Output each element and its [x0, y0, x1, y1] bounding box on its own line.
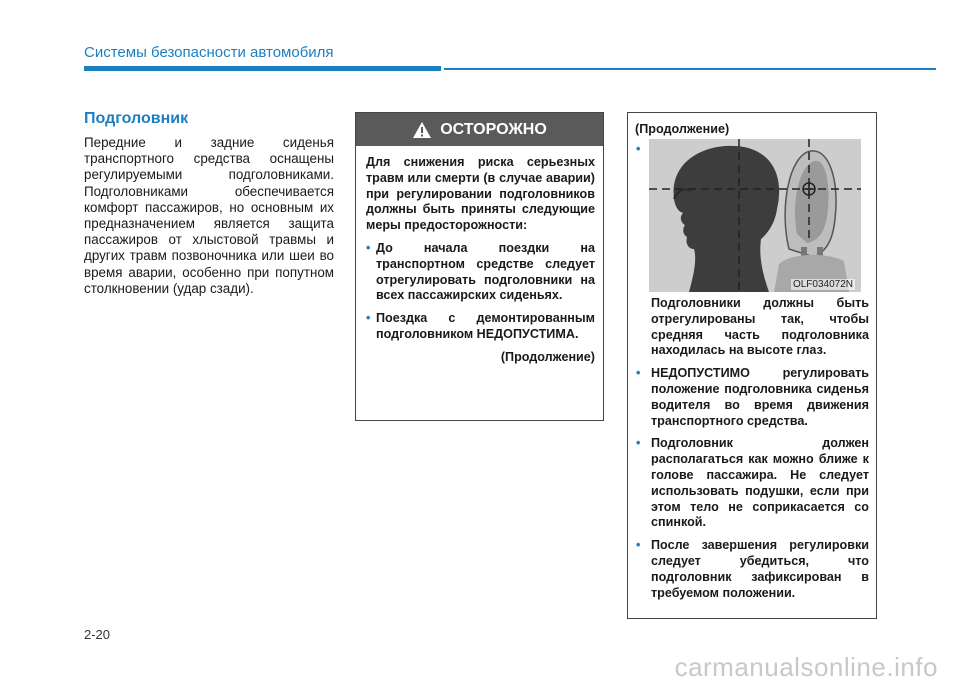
header-rule-thin: [444, 68, 936, 70]
warning-continued: (Продолжение): [500, 349, 595, 364]
warning-intro: Для снижения риска серьезных травм или смерти (в случае аварии) при регулировании подголовников должны быть приняты следующие меры предосторожности:: [366, 155, 595, 233]
warning-title: ОСТОРОЖНО: [440, 120, 547, 138]
continuation-bullet: • НЕДОПУСТИМО регулировать положение подголовника сиденья водителя во время движения транспортного средства.: [636, 366, 869, 428]
warning-box: [355, 112, 604, 421]
warning-bullet: • Поездка с демонтированным подголовником НЕДОПУСТИМА.: [366, 311, 595, 341]
headrest-paragraph: Передние и задние сиденья транспортного средства оснащены регулируемыми подголовниками. Подголовниками обеспечивается комфорт пассажиров, но основным их предназначением является защита пассажиров от хлыстовой травмы и других травм позвоночника или шеи во время аварии, особенно при попутном столкновении (удар сзади).: [84, 135, 334, 296]
headrest-illustration: [649, 139, 861, 292]
page-number: 2-20: [84, 627, 111, 642]
watermark: carmanualsonline.info: [674, 652, 938, 682]
warning-triangle-icon: [412, 121, 432, 139]
bullet-dot: •: [636, 142, 641, 156]
header-rule-thick: [84, 66, 441, 71]
figure-code: OLF034072N: [792, 279, 853, 290]
continuation-heading: (Продолжение): [635, 122, 730, 136]
section-title: Системы безопасности автомобиля: [84, 44, 334, 61]
headrest-title: Подголовник: [84, 110, 189, 127]
continuation-bullet: • После завершения регулировки следует убедиться, что подголовник зафиксирован в требуемом положении.: [636, 538, 869, 600]
headrest-section: [84, 110, 334, 297]
continuation-first-text: Подголовники должны быть отрегулированы так, чтобы средняя часть подголовника находилась на высоте глаз.: [651, 296, 869, 358]
head-and-headrest-drawing: [649, 139, 861, 292]
continuation-bullet: • Подголовник должен располагаться как можно ближе к голове пассажира. Не следует использовать подушки, если при этом тело не соприкасается со спинкой.: [636, 436, 869, 530]
warning-bullet: • До начала поездки на транспортном средстве следует отрегулировать подголовники на всех пассажирских сиденьях.: [366, 240, 595, 303]
warning-header: [356, 113, 603, 146]
